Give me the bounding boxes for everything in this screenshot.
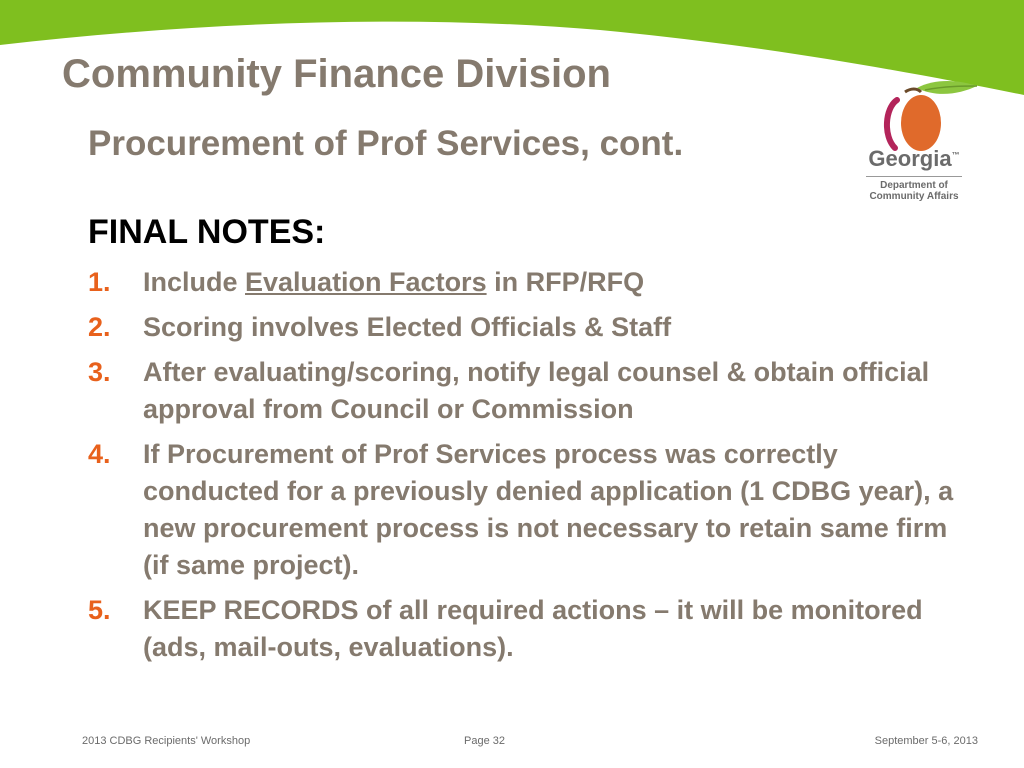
list-item — [88, 309, 968, 346]
item-text: After evaluating/scoring, notify legal counsel & obtain official approval from Council or Commission — [143, 357, 930, 424]
evaluation-factors-underlined: Evaluation Factors — [245, 267, 487, 297]
item-number: 1. — [88, 267, 111, 297]
item-text: If Procurement of Prof Services process was correctly conducted for a previously denied application (1 CDBG year), a new procurement process is not necessary to retain same firm (if same project). — [143, 439, 954, 580]
item-number: 3. — [88, 357, 111, 387]
list-item — [88, 592, 968, 666]
item-text: Scoring involves Elected Officials & Staff — [143, 312, 672, 342]
notes-list — [88, 264, 968, 674]
item-number: 4. — [88, 439, 111, 469]
slide-subtitle: Procurement of Prof Services, cont. — [88, 124, 684, 163]
logo-department-text: Department of Community Affairs — [869, 180, 959, 202]
footer-page-number: Page 32 — [464, 735, 505, 747]
list-item — [88, 264, 968, 301]
logo-divider — [866, 176, 962, 177]
logo-wordmark: Georgia™ — [868, 146, 960, 171]
item-text: Include Evaluation Factors in RFP/RFQ — [143, 267, 645, 297]
list-item — [88, 436, 968, 584]
footer-workshop: 2013 CDBG Recipients' Workshop — [82, 735, 251, 747]
footer-date: September 5-6, 2013 — [874, 735, 978, 747]
item-text: KEEP RECORDS of all required actions – it will be monitored (ads, mail-outs, evaluations). — [143, 595, 923, 662]
item-number: 5. — [88, 595, 111, 625]
final-notes-heading: FINAL NOTES: — [88, 213, 326, 251]
slide-title: Community Finance Division — [62, 52, 611, 96]
item-number: 2. — [88, 312, 111, 342]
list-item — [88, 354, 968, 428]
